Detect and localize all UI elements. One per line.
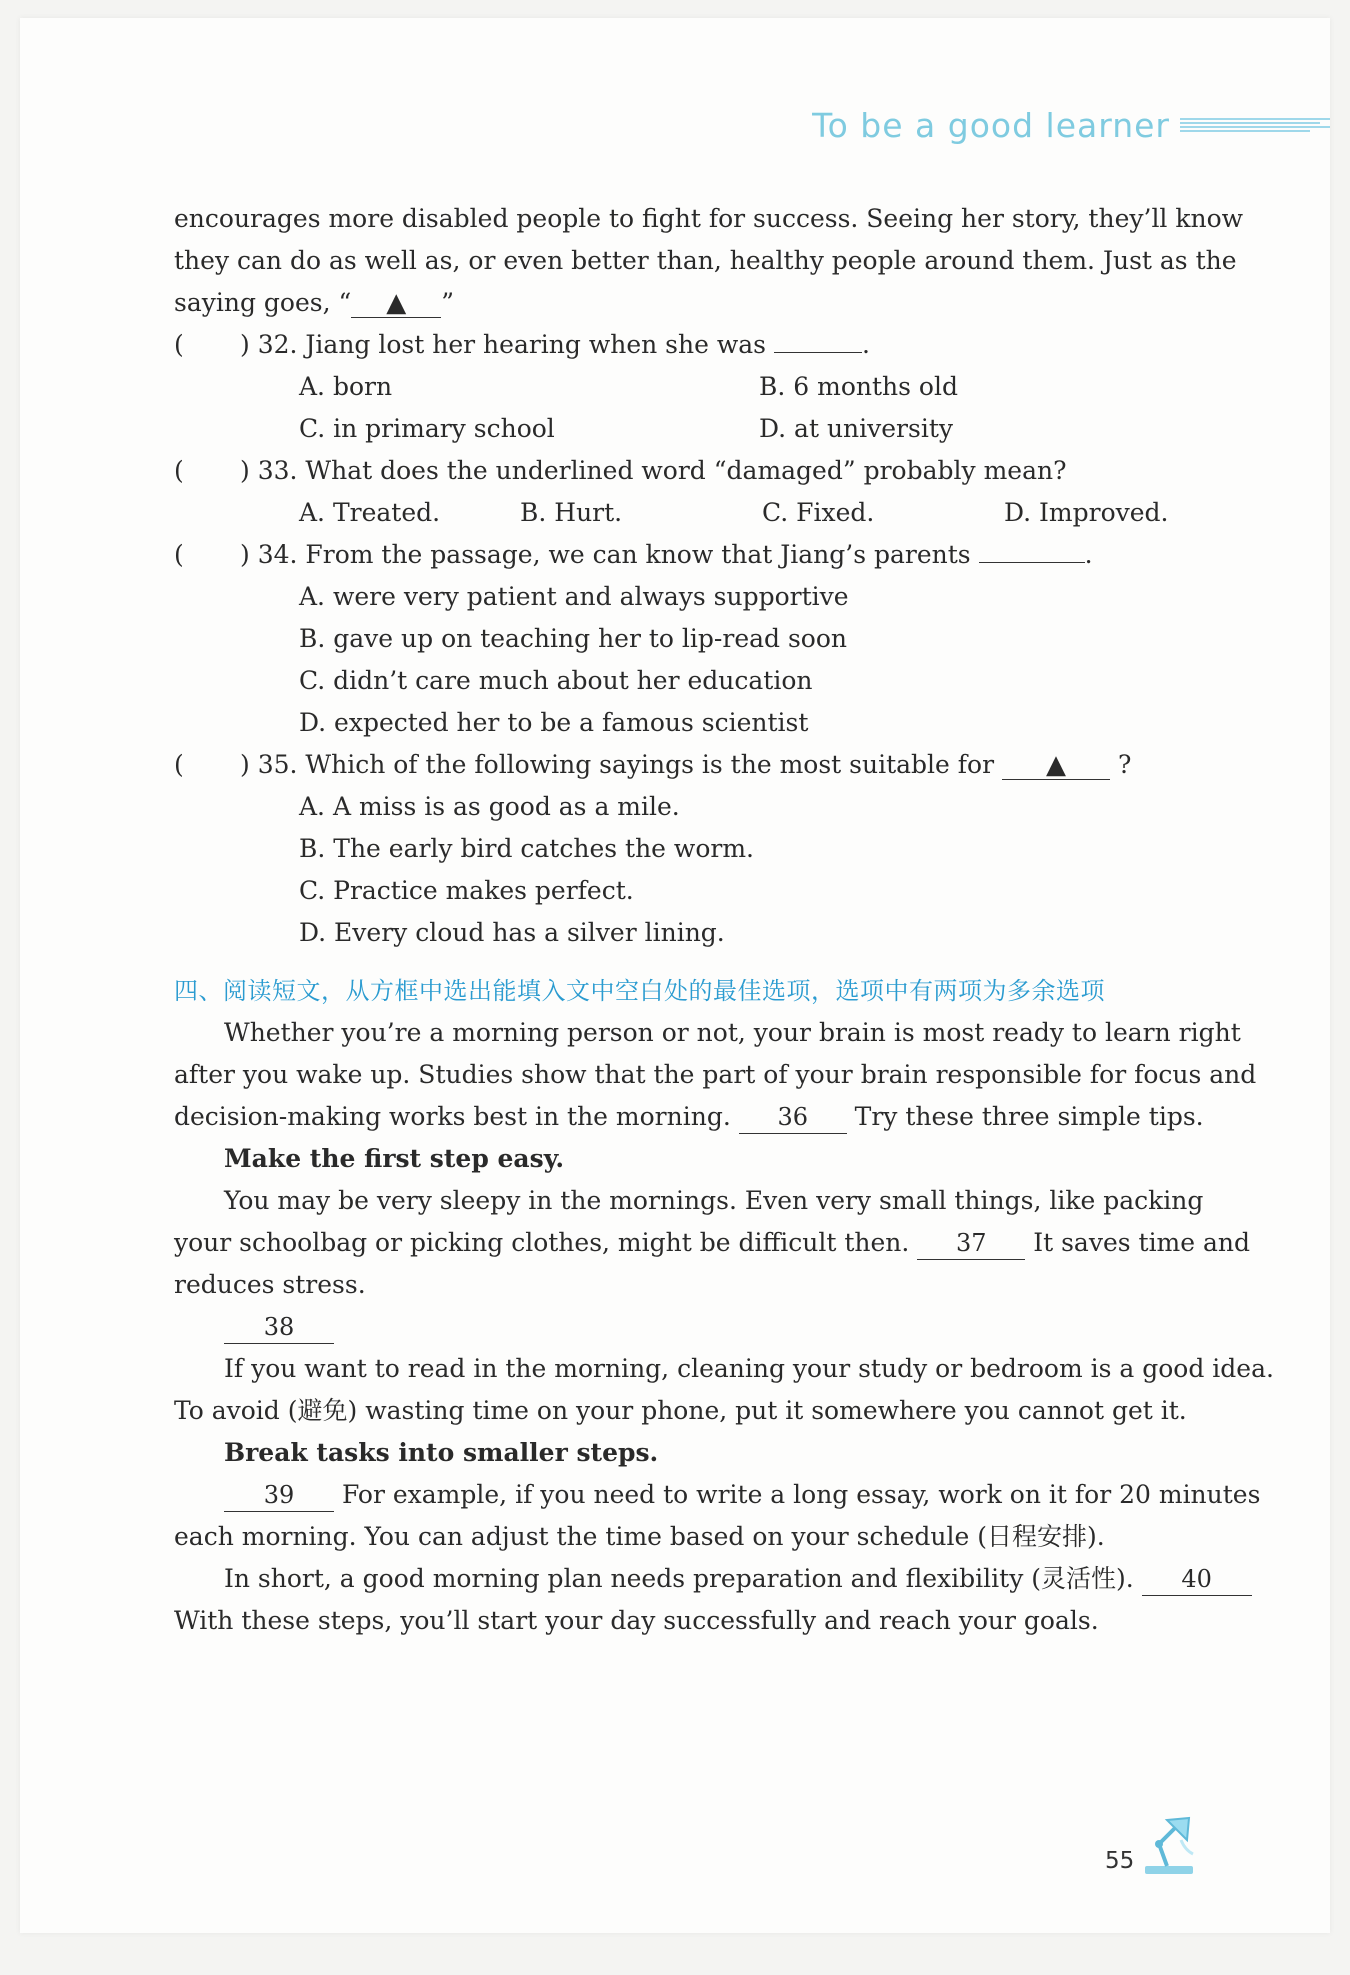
paragraph-line: [174, 1474, 1261, 1516]
option-d[interactable]: D. Every cloud has a silver lining.: [299, 918, 725, 947]
workbook-page: [20, 18, 1330, 1933]
paragraph-line: [174, 1306, 1214, 1348]
option-a[interactable]: A. A miss is as good as a mile.: [299, 792, 680, 821]
question-stem: ) 32. Jiang lost her hearing when she was: [240, 330, 766, 359]
answer-paren[interactable]: (: [174, 750, 184, 779]
section-4-heading: 四、阅读短文，从方框中选出能填入文中空白处的最佳选项，选项中有两项为多余选项: [174, 977, 1105, 1005]
answer-blank[interactable]: [979, 534, 1085, 563]
paragraph-line: reduces stress.: [174, 1270, 366, 1299]
saying-blank[interactable]: ▲: [351, 289, 441, 318]
blank-37[interactable]: 37: [917, 1227, 1025, 1260]
option-c[interactable]: C. Fixed.: [762, 498, 875, 527]
paragraph-line: To avoid (避免) wasting time on your phone, put it somewhere you cannot get it.: [174, 1396, 1187, 1425]
header-stripes-decoration: [1180, 116, 1330, 136]
question-stem: ) 34. From the passage, we can know that Jiang’s parents: [240, 540, 971, 569]
paragraph-line: Whether you’re a morning person or not, your brain is most ready to learn right: [224, 1018, 1241, 1047]
paragraph-line: after you wake up. Studies show that the part of your brain responsible for focus and: [174, 1060, 1257, 1089]
passage-line: encourages more disabled people to fight for success. Seeing her story, they’ll know: [174, 204, 1244, 233]
option-c[interactable]: C. in primary school: [299, 414, 555, 443]
page-number: 55: [1105, 1848, 1135, 1874]
option-row: [174, 492, 1214, 534]
paragraph-line: You may be very sleepy in the mornings. Even very small things, like packing: [224, 1186, 1204, 1215]
answer-blank[interactable]: [774, 324, 862, 353]
paragraph-line: If you want to read in the morning, cleaning your study or bedroom is a good idea.: [224, 1354, 1274, 1383]
question-32: [174, 324, 1214, 366]
option-d[interactable]: D. Improved.: [1004, 498, 1169, 527]
blank-39[interactable]: 39: [224, 1479, 334, 1512]
question-35: [174, 744, 1214, 786]
option-b[interactable]: B. 6 months old: [759, 372, 958, 401]
page-content: [174, 198, 1274, 1642]
blank-36[interactable]: 36: [739, 1101, 847, 1134]
passage-text: saying goes, “: [174, 288, 352, 317]
option-c[interactable]: C. didn’t care much about her education: [299, 666, 813, 695]
paragraph-text: For example, if you need to write a long essay, work on it for 20 minutes: [341, 1480, 1261, 1509]
paragraph-text: Try these three simple tips.: [854, 1102, 1204, 1131]
question-stem-end: .: [1084, 540, 1093, 569]
option-b[interactable]: B. The early bird catches the worm.: [299, 834, 754, 863]
option-d[interactable]: D. at university: [759, 414, 954, 443]
option-a[interactable]: A. were very patient and always supportive: [299, 582, 849, 611]
header-title: To be a good learner: [812, 106, 1170, 145]
option-b[interactable]: B. Hurt.: [520, 498, 623, 527]
blank-38[interactable]: 38: [224, 1311, 334, 1344]
option-c[interactable]: C. Practice makes perfect.: [299, 876, 634, 905]
paragraph-text: In short, a good morning plan needs preparation and flexibility (灵活性).: [224, 1564, 1134, 1593]
paragraph-line: With these steps, you’ll start your day successfully and reach your goals.: [174, 1606, 1099, 1635]
question-33: [174, 450, 1214, 492]
question-stem: ) 33. What does the underlined word “damaged” probably mean?: [240, 456, 1067, 485]
saying-blank-ref: ▲: [1002, 751, 1110, 780]
question-34: [174, 534, 1214, 576]
option-row: [174, 408, 1214, 450]
paragraph-text: your schoolbag or picking clothes, might be difficult then.: [174, 1228, 910, 1257]
paragraph-line: each morning. You can adjust the time based on your schedule (日程安排).: [174, 1522, 1105, 1551]
paragraph-line: [174, 1096, 1214, 1138]
option-a[interactable]: A. born: [299, 372, 393, 401]
paragraph-line: [174, 1222, 1251, 1264]
subheading-break-tasks: Break tasks into smaller steps.: [224, 1438, 659, 1467]
answer-paren[interactable]: (: [174, 456, 184, 485]
option-b[interactable]: B. gave up on teaching her to lip-read soon: [299, 624, 847, 653]
option-row: [174, 366, 1214, 408]
option-a[interactable]: A. Treated.: [299, 498, 441, 527]
subheading-first-step: Make the first step easy.: [224, 1144, 565, 1173]
paragraph-text: decision-making works best in the morning.: [174, 1102, 731, 1131]
option-d[interactable]: D. expected her to be a famous scientist: [299, 708, 809, 737]
passage-text: ”: [441, 288, 455, 317]
answer-paren[interactable]: (: [174, 330, 184, 359]
question-stem: ) 35. Which of the following sayings is the most suitable for: [240, 750, 995, 779]
question-stem-end: .: [861, 330, 870, 359]
paragraph-text: It saves time and: [1033, 1228, 1251, 1257]
blank-40[interactable]: 40: [1142, 1563, 1252, 1596]
question-stem-end: ?: [1117, 750, 1132, 779]
paragraph-line: [174, 1558, 1214, 1600]
passage-line: [174, 282, 1214, 324]
passage-line: they can do as well as, or even better than, healthy people around them. Just as the: [174, 246, 1237, 275]
answer-paren[interactable]: (: [174, 540, 184, 569]
desk-lamp-icon: [1137, 1814, 1207, 1876]
page-header: [812, 106, 1330, 145]
